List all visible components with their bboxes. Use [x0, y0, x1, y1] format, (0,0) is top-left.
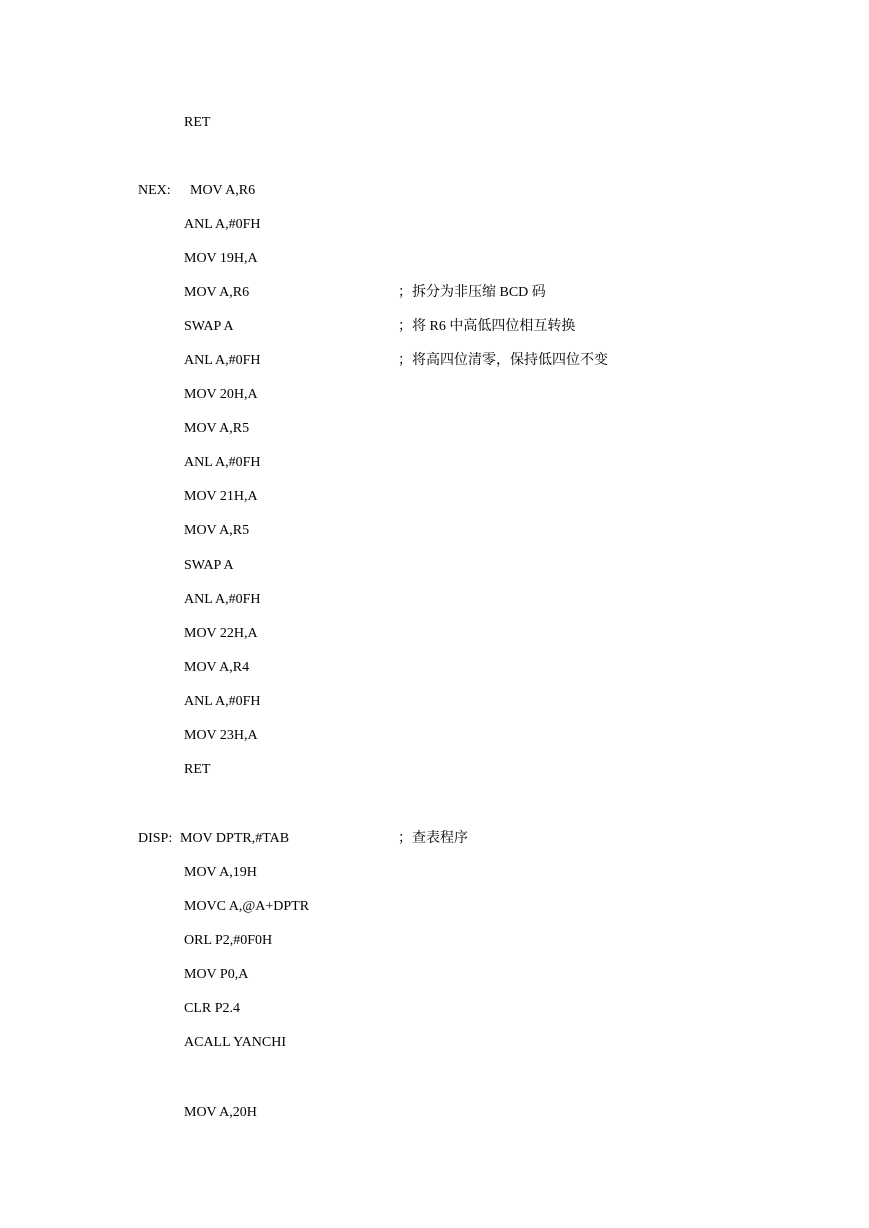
code-line: ANL A,#0FH — [184, 455, 261, 470]
code-line: MOV 19H,A — [184, 251, 258, 266]
code-line: MOV A,R6 — [190, 183, 256, 198]
code-line: ANL A,#0FH — [184, 217, 261, 232]
code-line: MOV A,R5 — [184, 523, 250, 538]
code-comment: ；将 R6 中高低四位相互转换 — [398, 319, 576, 334]
code-line: MOV 20H,A — [184, 387, 258, 402]
code-line: MOV P0,A — [184, 967, 249, 982]
code-line: MOVC A,@A+DPTR — [184, 899, 310, 914]
code-line: ANL A,#0FH — [184, 592, 261, 607]
code-line: MOV A,R4 — [184, 660, 250, 675]
code-line: ANL A,#0FH — [184, 694, 261, 709]
code-line: MOV 23H,A — [184, 728, 258, 743]
code-line: MOV A,R5 — [184, 421, 250, 436]
code-line: MOV A,20H — [184, 1105, 257, 1120]
code-line: MOV 21H,A — [184, 489, 258, 504]
code-line: MOV 22H,A — [184, 626, 258, 641]
code-line: SWAP A — [184, 558, 234, 573]
code-comment: ；拆分为非压缩 BCD 码 — [398, 285, 546, 300]
code-line: ANL A,#0FH — [184, 353, 261, 368]
code-line: ACALL YANCHI — [184, 1035, 287, 1050]
code-line: SWAP A — [184, 319, 234, 334]
code-comment: ；查表程序 — [398, 831, 468, 846]
code-line: MOV A,R6 — [184, 285, 250, 300]
code-line: MOV A,19H — [184, 865, 257, 880]
code-comment: ；将高四位清零，保持低四位不变 — [398, 353, 608, 368]
code-label-nex: NEX: — [138, 183, 171, 198]
code-line: RET — [184, 762, 211, 777]
code-line: RET — [184, 115, 211, 130]
code-line: MOV DPTR,#TAB — [180, 831, 290, 846]
code-label-disp: DISP: — [138, 831, 173, 846]
code-line: CLR P2.4 — [184, 1001, 241, 1016]
code-line: ORL P2,#0F0H — [184, 933, 273, 948]
